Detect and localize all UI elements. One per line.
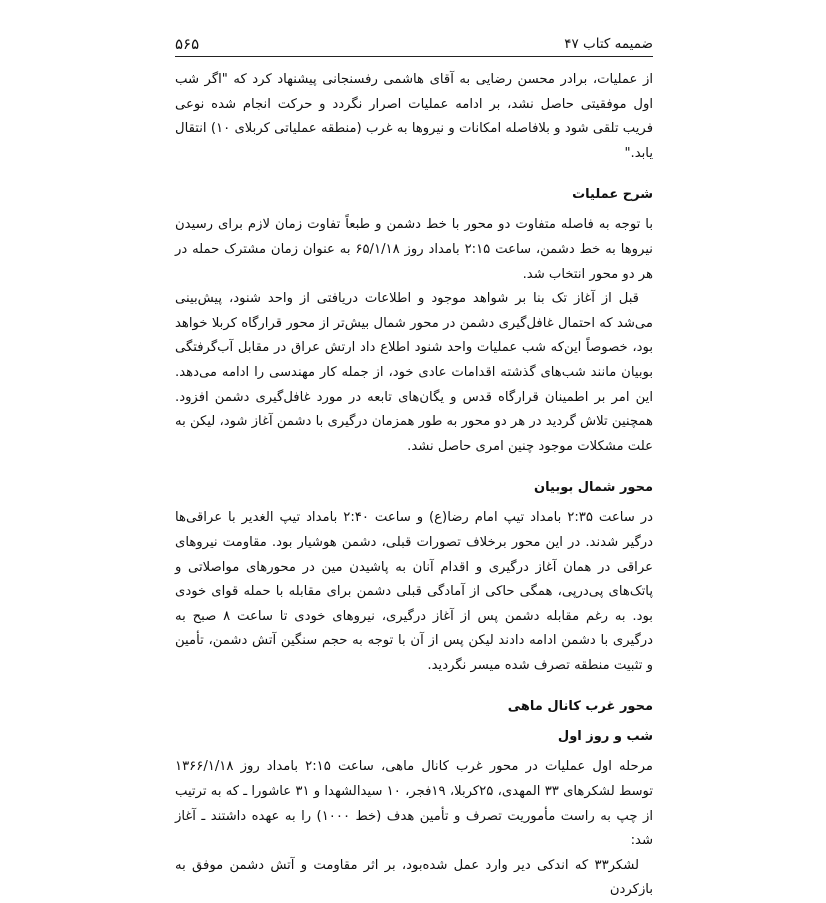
paragraph-attack-timing: با توجه به فاصله متفاوت دو محور با خط دشمن و طبعاً تفاوت زمان لازم برای رسیدن نیروها به خط دشمن، ساعت ۲:۱۵ بامداد روز ۶۵/۱/۱۸ به عنوان زمان مشترک حمله در هر دو محور انتخاب شد. <box>175 217 653 282</box>
paragraph-division-33: لشکر۳۳ که اندکی دیر وارد عمل شده‌بود، بر اثر مقاومت و آتش دشمن موفق به بازکردن <box>175 857 653 898</box>
paragraph-north-axis-engagement: در ساعت ۲:۳۵ بامداد تیپ امام رضا(ع) و ساعت ۲:۴۰ بامداد تیپ الغدیر با عراقی‌ها درگیر شدند. در این محور برخلاف تصورات قبلی، دشمن هوشیار بود. مقاومت نیروهای عراقی در همان آغاز درگیری و اقدام آنان به پاشیدن مین در محورهای مواصلاتی و پاتک‌های پی‌درپی، همگی حاکی از آمادگی قبلی دشمن برای مقابله با حمله قوای خودی بود. به رغم مقابله دشمن پس از آغاز درگیری، نیروهای خودی تا ساعت ۸ صبح به درگیری با دشمن ادامه دادند لیکن پس از آن با توجه به حجم سنگین آتش دشمن، تأمین و تثبیت منطقه تصرف شده میسر نگردید. <box>175 510 654 673</box>
subheading-first-night-day: شب و روز اول <box>557 729 653 745</box>
paragraph-first-phase: مرحله اول عملیات در محور غرب کانال ماهی، ساعت ۲:۱۵ بامداد روز ۱۳۶۶/۱/۱۸ توسط لشکرهای ۳۳ المهدی، ۲۵کربلا، ۱۹فجر، ۱۰ سیدالشهدا و ۳۱ عاشورا ـ که به ترتیب از چپ به راست مأموریت تصرف و تأمین هدف (خط ۱۰۰۰) را به عهده داشتند ـ آغاز شد: <box>175 759 653 849</box>
running-title: ضمیمه کتاب ۴۷ <box>564 36 653 52</box>
paragraph-proposal: از عملیات، برادر محسن رضایی به آقای هاشمی رفسنجانی پیشنهاد کرد که "اگر شب اول موفقیتی حاصل نشد، بر ادامه عملیات اصرار نگردد و حرکت انجام شده نوعی فریب تلقی شود و بلافاصله امکانات و نیروها به غرب (منطقه عملیاتی کربلای ۱۰) انتقال یابد." <box>175 72 654 161</box>
heading-west-fish-canal-axis: محور غرب کانال ماهی <box>507 699 653 715</box>
heading-north-bubiyan-axis: محور شمال بوبیان <box>534 480 653 496</box>
page-number: ۵۶۵ <box>175 35 200 53</box>
page-body <box>175 68 653 903</box>
heading-operation-description: شرح عملیات <box>572 187 653 203</box>
page-header <box>175 32 653 57</box>
paragraph-surprise-expectation: قبل از آغاز تک بنا بر شواهد موجود و اطلاعات دریافتی از واحد شنود، پیش‌بینی می‌شد که احتمال غافل‌گیری دشمن در محور شمال بیش‌تر از محور قرارگاه کربلا خواهد بود، خصوصاً این‌که شب عملیات واحد شنود اطلاع داد ارتش عراق در مقابل آب‌گرفتگی بوبیان مانند شب‌های گذشته اقدامات عادی خود، از جمله کار مهندسی را ادامه می‌دهد. این امر بر اطمینان قرارگاه قدس و یگان‌های تابعه در مورد غافل‌گیری دشمن افزود. همچنین تلاش گردید در هر دو محور به طور همزمان درگیری با دشمن آغاز شود، لیکن به علت مشکلات موجود چنین امری حاصل نشد. <box>175 291 653 454</box>
